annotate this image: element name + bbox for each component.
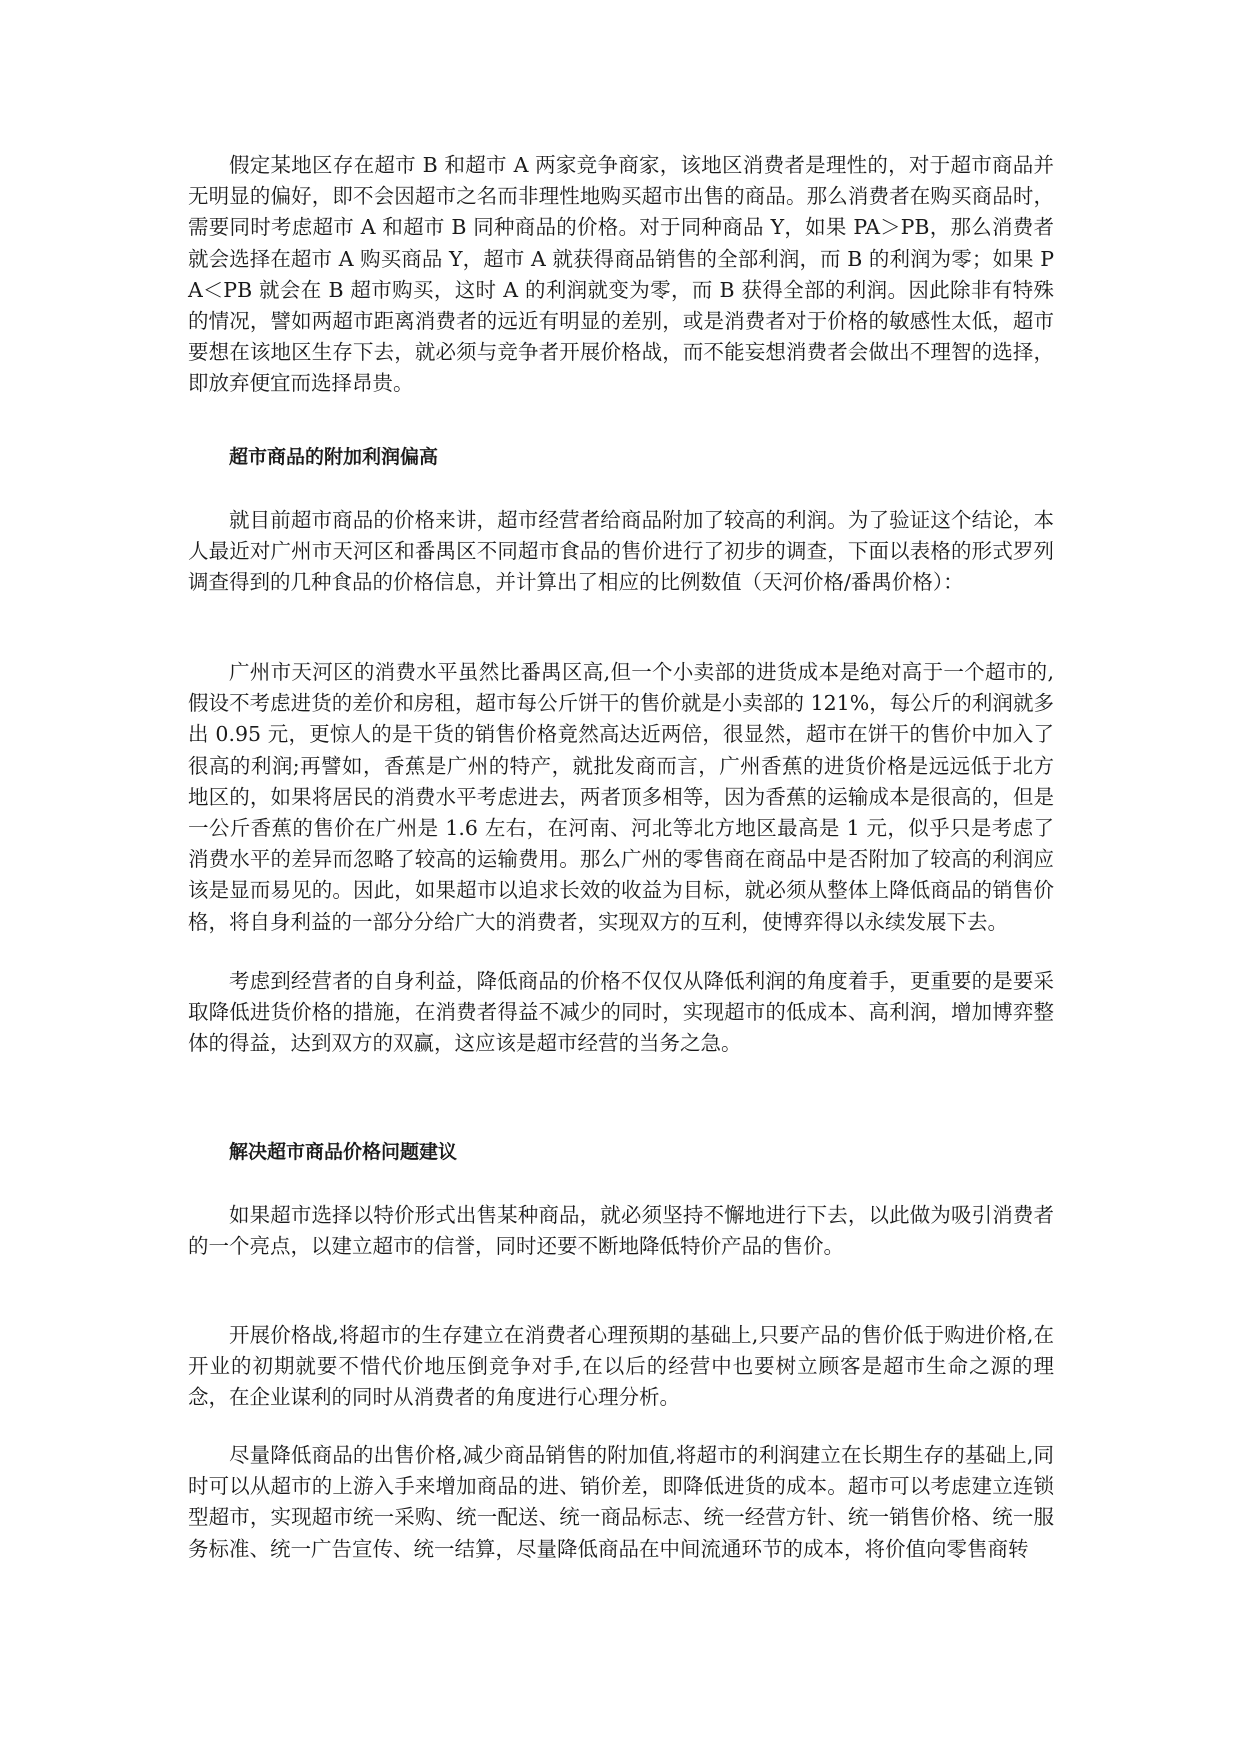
paragraph-lower-cost: 考虑到经营者的自身利益，降低商品的价格不仅仅从降低利润的角度着手，更重要的是要采取降低进货价格的措施，在消费者得益不减少的同时，实现超市的低成本、高利润，增加博弈整体的得益，达到双方的双赢，这应该是超市经营的当务之急。 [188,969,1054,1056]
paragraph-price-analysis: 广州市天河区的消费水平虽然比番禺区高,但一个小卖部的进货成本是绝对高于一个超市的,假设不考虑进货的差价和房租，超市每公斤饼干的售价就是小卖部的 121%，每公斤的利润就多出 0.95 元，更惊人的是干货的销售价格竟然高达近两倍，很显然，超市在饼干的售价中加入了很高的利润;再譬如，香蕉是广州的特产，就批发商而言，广州香蕉的进货价格是远远低于北方地区的，如果将居民的消费水平考虑进去，两者顶多相等，因为香蕉的运输成本是很高的，但是一公斤香蕉的售价在广州是 1.6 左右，在河南、河北等北方地区最高是 1 元，似乎只是考虑了消费水平的差异而忽略了较高的运输费用。那么广州的零售商在商品中是否附加了较高的利润应该是显而易见的。因此，如果超市以追求长效的收益为目标，就必须从整体上降低商品的销售价格，将自身利益的一部分分给广大的消费者，实现双方的互利，使博弈得以永续发展下去。 [188,660,1054,934]
heading-extra-profit: 超市商品的附加利润偏高 [229,446,439,468]
heading-suggestions: 解决超市商品价格问题建议 [229,1141,458,1163]
paragraph-price-survey: 就目前超市商品的价格来讲，超市经营者给商品附加了较高的利润。为了验证这个结论，本人最近对广州市天河区和番禺区不同超市食品的售价进行了初步的调查，下面以表格的形式罗列调查得到的几种食品的价格信息，并计算出了相应的比例数值（天河价格/番禺价格）： [188,508,1054,595]
paragraph-special-price: 如果超市选择以特价形式出售某种商品，就必须坚持不懈地进行下去，以此做为吸引消费者的一个亮点，以建立超市的信誉，同时还要不断地降低特价产品的售价。 [188,1203,1054,1259]
paragraph-chain-store: 尽量降低商品的出售价格,减少商品销售的附加值,将超市的利润建立在长期生存的基础上,同时可以从超市的上游入手来增加商品的进、销价差，即降低进货的成本。超市可以考虑建立连锁型超市，实现超市统一采购、统一配送、统一商品标志、统一经营方针、统一销售价格、统一服务标准、统一广告宣传、统一结算，尽量降低商品在中间流通环节的成本，将价值向零售商转 [188,1443,1054,1561]
paragraph-competition: 假定某地区存在超市 B 和超市 A 两家竞争商家，该地区消费者是理性的，对于超市商品并无明显的偏好，即不会因超市之名而非理性地购买超市出售的商品。那么消费者在购买商品时，需要同时考虑超市 A 和超市 B 同种商品的价格。对于同种商品 Y，如果 PA＞PB，那么消费者就会选择在超市 A 购买商品 Y，超市 A 就获得商品销售的全部利润，而 B 的利润为零；如果 PA＜PB 就会在 B 超市购买，这时 A 的利润就变为零，而 B 获得全部的利润。因此除非有特殊的情况，譬如两超市距离消费者的远近有明显的差别，或是消费者对于价格的敏感性太低，超市要想在该地区生存下去，就必须与竞争者开展价格战，而不能妄想消费者会做出不理智的选择，即放弃便宜而选择昂贵。 [188,153,1054,396]
paragraph-price-war: 开展价格战,将超市的生存建立在消费者心理预期的基础上,只要产品的售价低于购进价格,在开业的初期就要不惜代价地压倒竞争对手,在以后的经营中也要树立顾客是超市生命之源的理念，在企业谋利的同时从消费者的角度进行心理分析。 [188,1323,1054,1410]
